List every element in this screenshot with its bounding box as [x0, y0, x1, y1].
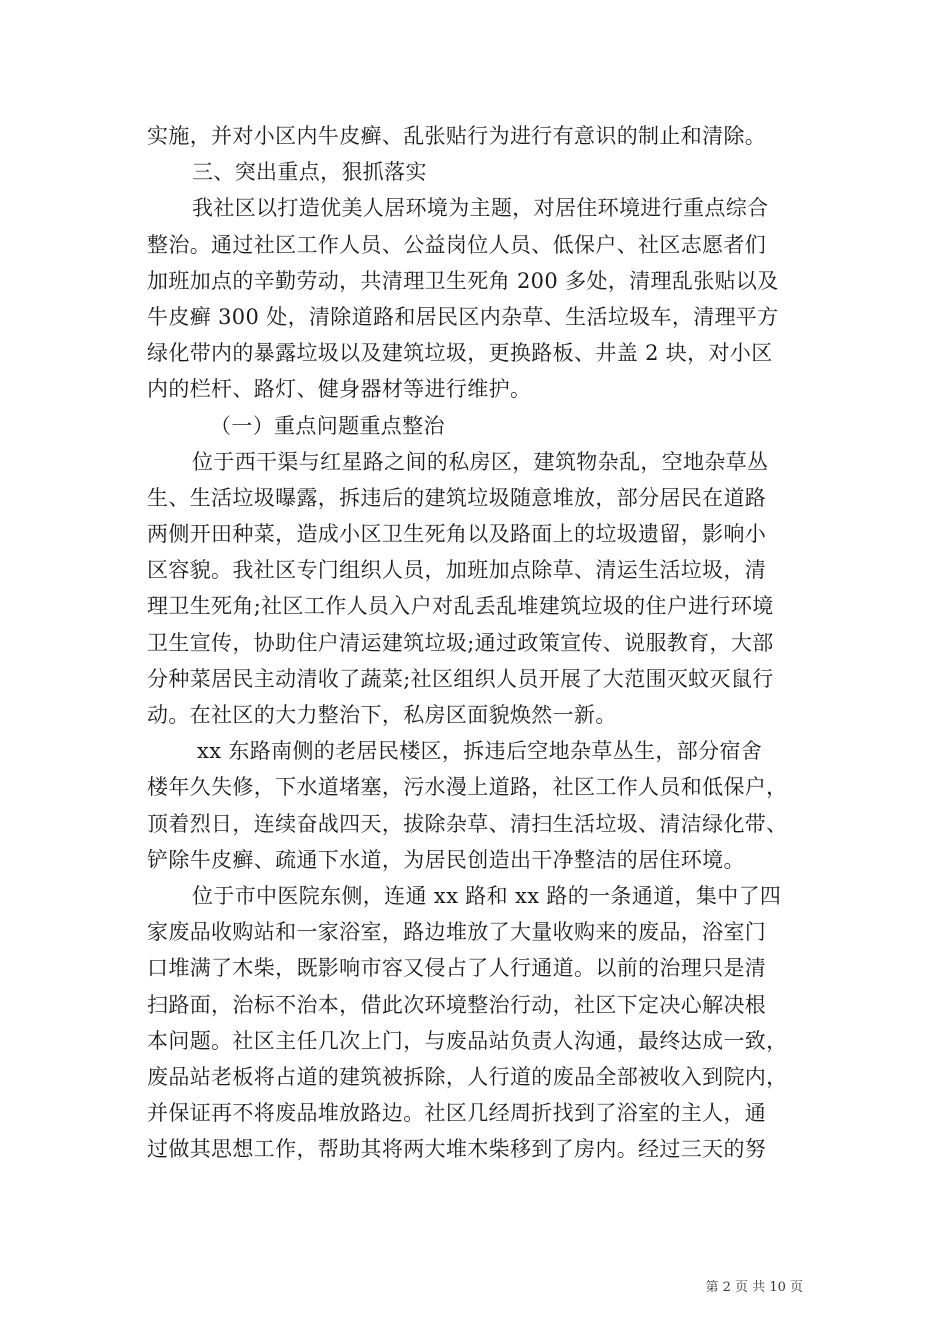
section-heading: 三、突出重点，狠抓落实 [192, 160, 427, 185]
text-line: 加班加点的辛勤劳动，共清理卫生死角 200 多处，清理乱张贴以及 [147, 268, 779, 293]
text-line: 分种菜居民主动清收了蔬菜;社区组织人员开展了大范围灭蚊灭鼠行 [147, 666, 774, 691]
text-line: 位于西干渠与红星路之间的私房区，建筑物杂乱，空地杂草丛 [192, 449, 769, 474]
text-line: 实施，并对小区内牛皮癣、乱张贴行为进行有意识的制止和清除。 [147, 124, 767, 148]
text-line: 家废品收购站和一家浴室，路边堆放了大量收购来的废品，浴室门 [147, 920, 767, 945]
text-line: 我社区以打造优美人居环境为主题，对居住环境进行重点综合 [192, 196, 769, 221]
text-line: xx 东路南侧的老居民楼区，拆违后空地杂草丛生，部分宿舍 [197, 739, 763, 764]
text-line: 本问题。社区主任几次上门，与废品站负责人沟通，最终达成一致， [147, 1028, 788, 1053]
text-line: 楼年久失修，下水道堵塞，污水漫上道路，社区工作人员和低保户， [147, 775, 788, 800]
text-line: 废品站老板将占道的建筑被拆除，人行道的废品全部被收入到院内， [147, 1064, 788, 1089]
page-number: 第 2 页 共 10 页 [705, 1280, 803, 1295]
text-line: 扫路面，治标不治本，借此次环境整治行动，社区下定决心解决根 [147, 992, 767, 1017]
text-line: 铲除牛皮癣、疏通下水道，为居民创造出干净整洁的居住环境。 [147, 847, 745, 872]
text-line: 并保证再不将废品堆放路边。社区几经周折找到了浴室的主人，通 [147, 1101, 767, 1126]
text-line: 过做其思想工作，帮助其将两大堆木柴移到了房内。经过三天的努 [147, 1137, 767, 1162]
text-line: 内的栏杆、路灯、健身器材等进行维护。 [147, 377, 532, 402]
text-line: 位于市中医院东侧，连通 xx 路和 xx 路的一条通道，集中了四 [192, 883, 782, 908]
text-line: 顶着烈日，连续奋战四天，拔除杂草、清扫生活垃圾、清洁绿化带、 [147, 811, 788, 836]
subsection-heading: （一）重点问题重点整治 [210, 413, 445, 438]
text-line: 卫生宣传，协助住户清运建筑垃圾;通过政策宣传、说服教育，大部 [147, 630, 774, 655]
text-line: 口堆满了木柴，既影响市容又侵占了人行通道。以前的治理只是清 [147, 956, 767, 981]
text-line: 理卫生死角;社区工作人员入户对乱丢乱堆建筑垃圾的住户进行环境 [147, 594, 774, 619]
text-line: 整治。通过社区工作人员、公益岗位人员、低保户、社区志愿者们 [147, 232, 767, 257]
text-line: 生、生活垃圾曝露，拆违后的建筑垃圾随意堆放，部分居民在道路 [147, 485, 767, 510]
document-body [147, 118, 807, 1167]
text-line: 两侧开田种菜，造成小区卫生死角以及路面上的垃圾遗留，影响小 [147, 522, 767, 547]
text-line: 牛皮癣 300 处，清除道路和居民区内杂草、生活垃圾车，清理平方 [147, 304, 779, 329]
text-line: 区容貌。我社区专门组织人员，加班加点除草、清运生活垃圾，清 [147, 558, 767, 583]
text-line: 绿化带内的暴露垃圾以及建筑垃圾，更换路板、井盖 2 块，对小区 [147, 341, 773, 366]
text-line: 动。在社区的大力整治下，私房区面貌焕然一新。 [147, 703, 617, 727]
